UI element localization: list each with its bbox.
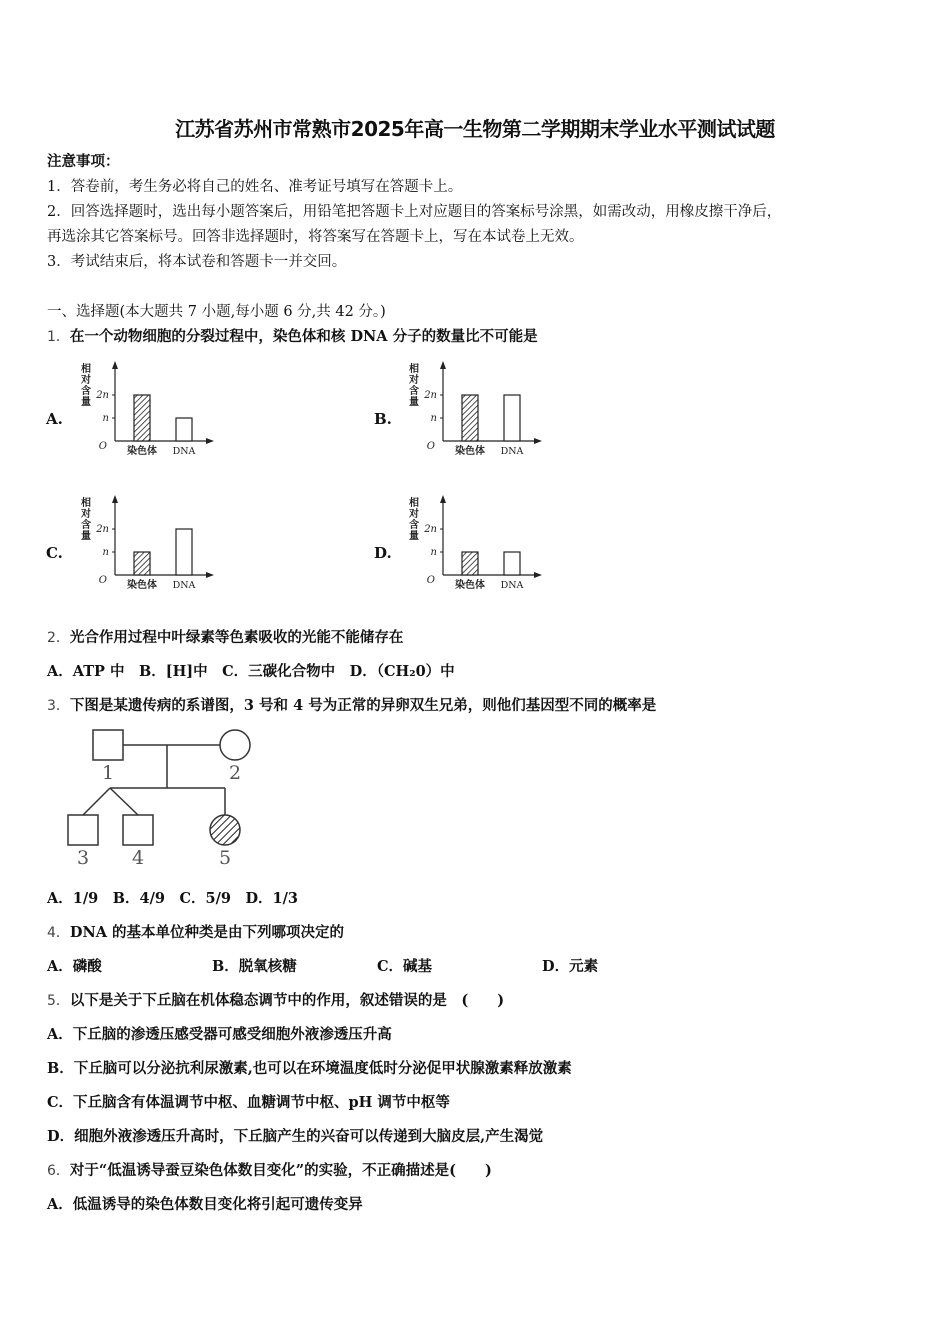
pedigree-label: 3 <box>76 847 90 869</box>
y-axis-label-char: 相 <box>81 498 91 509</box>
y-axis-label-char: 对 <box>409 375 419 386</box>
y-axis-label-char: 量 <box>81 531 91 542</box>
y-axis-label-char: 相 <box>81 364 91 375</box>
option-label: C. <box>46 544 63 562</box>
question-text: DNA 的基本单位种类是由下列哪项决定的 <box>69 924 345 941</box>
bar-dna <box>504 395 520 441</box>
y-tick-label: 2n <box>96 390 109 401</box>
x-tick-label: 染色体 <box>127 580 157 591</box>
x-tick-label: DNA <box>172 580 196 591</box>
question-5 <box>47 992 504 1010</box>
question-text: 光合作用过程中叶绿素等色素吸收的光能不能储存在 <box>69 629 404 646</box>
option: A．下丘脑的渗透压感受器可感受细胞外液渗透压升高 <box>47 1026 392 1043</box>
option-label: B. <box>374 410 392 428</box>
male-1 <box>93 730 123 760</box>
x-tick-label: 染色体 <box>127 446 157 457</box>
y-tick-label: n <box>102 547 109 558</box>
section-heading: 一、选择题(本大题共 7 小题,每小题 6 分,共 42 分。) <box>47 304 386 320</box>
question-2 <box>47 629 403 647</box>
y-axis-label-char: 对 <box>409 509 419 520</box>
bar-dna <box>176 529 192 575</box>
origin-label: O <box>98 441 107 452</box>
notice-item: 3．考试结束后，将本试卷和答题卡一并交回。 <box>47 254 347 270</box>
x-axis-arrow <box>534 438 542 444</box>
y-tick-label: n <box>430 413 437 424</box>
bar-chromosome <box>134 395 150 441</box>
question-text: 以下是关于下丘脑在机体稳态调节中的作用，叙述错误的是 ( ) <box>69 992 505 1009</box>
pedigree-label: 1 <box>101 762 115 784</box>
option: B．下丘脑可以分泌抗利尿激素,也可以在环境温度低时分泌促甲状腺激素释放激素 <box>47 1060 572 1077</box>
origin-label: O <box>426 575 435 586</box>
question-text: 在一个动物细胞的分裂过程中，染色体和核 DNA 分子的数量比不可能是 <box>69 328 538 345</box>
option: D．元素 <box>542 958 599 975</box>
y-tick-label: 2n <box>424 524 437 535</box>
y-axis-label-char: 相 <box>409 498 419 509</box>
x-axis-arrow <box>206 572 214 578</box>
notice-item: 1．答卷前，考生务必将自己的姓名、准考证号填写在答题卡上。 <box>47 179 463 195</box>
question-4 <box>47 924 344 942</box>
y-axis-arrow <box>112 361 118 369</box>
option-label: D. <box>374 544 392 562</box>
y-axis-label-char: 相 <box>409 364 419 375</box>
y-axis-arrow <box>440 495 446 503</box>
bar-chromosome <box>462 552 478 575</box>
question-number: 4． <box>47 925 70 941</box>
male-4 <box>123 815 153 845</box>
y-axis-label-char: 含 <box>81 520 91 531</box>
x-tick-label: DNA <box>500 580 524 591</box>
origin-label: O <box>426 441 435 452</box>
x-tick-label: DNA <box>172 446 196 457</box>
option: C．碱基 <box>377 958 433 975</box>
question-number: 2． <box>47 630 70 646</box>
options-line: A．1/9 B．4/9 C．5/9 D．1/3 <box>47 890 299 907</box>
y-axis-arrow <box>112 495 118 503</box>
option: D．细胞外液渗透压升高时，下丘脑产生的兴奋可以传递到大脑皮层,产生渴觉 <box>47 1128 544 1145</box>
question-text: 下图是某遗传病的系谱图，3 号和 4 号为正常的异卵双生兄弟，则他们基因型不同的概率是 <box>69 697 657 714</box>
question-text: 对于“低温诱导蚕豆染色体数目变化”的实验，不正确描述是( ) <box>69 1162 492 1179</box>
option: B．脱氧核糖 <box>212 958 297 975</box>
option: C．下丘脑含有体温调节中枢、血糖调节中枢、pH 调节中枢等 <box>47 1094 450 1111</box>
y-tick-label: 2n <box>424 390 437 401</box>
y-axis-label-char: 对 <box>81 375 91 386</box>
bar-dna <box>504 552 520 575</box>
option: A．低温诱导的染色体数目变化将引起可遗传变异 <box>47 1196 363 1213</box>
y-axis-label-char: 含 <box>409 386 419 397</box>
y-tick-label: 2n <box>96 524 109 535</box>
x-tick-label: DNA <box>500 446 524 457</box>
y-axis-arrow <box>440 361 446 369</box>
x-axis-arrow <box>206 438 214 444</box>
question-number: 1． <box>47 329 70 345</box>
pedigree-label: 4 <box>131 847 145 869</box>
y-axis-label-char: 量 <box>409 397 419 408</box>
page-title: 江苏省苏州市常熟市2025年高一生物第二学期期末学业水平测试试题 <box>175 117 775 141</box>
question-number: 3． <box>47 698 70 714</box>
notice-heading: 注意事项： <box>47 153 120 170</box>
origin-label: O <box>98 575 107 586</box>
x-axis-arrow <box>534 572 542 578</box>
bar-chromosome <box>462 395 478 441</box>
male-3 <box>68 815 98 845</box>
x-tick-label: 染色体 <box>455 580 485 591</box>
question-number: 6． <box>47 1163 70 1179</box>
bar-dna <box>176 418 192 441</box>
pedigree-label: 5 <box>218 847 232 869</box>
options-line: A．ATP 中 B．[H]中 C．三碳化合物中 D．（CH₂0）中 <box>47 663 455 680</box>
option-label: A. <box>46 410 63 428</box>
question-3 <box>47 697 656 715</box>
x-tick-label: 染色体 <box>455 446 485 457</box>
affected-female-5 <box>210 815 240 845</box>
option: A．磷酸 <box>47 958 102 975</box>
y-axis-label-char: 含 <box>81 386 91 397</box>
y-tick-label: n <box>102 413 109 424</box>
pedigree-chart <box>55 722 270 872</box>
notice-item: 2．回答选择题时，选出每小题答案后，用铅笔把答题卡上对应题目的答案标号涂黑，如需改动，用橡皮擦干净后， <box>47 204 782 220</box>
y-tick-label: n <box>430 547 437 558</box>
y-axis-label-char: 量 <box>81 397 91 408</box>
female-2 <box>220 730 250 760</box>
y-axis-label-char: 量 <box>409 531 419 542</box>
question-6 <box>47 1162 492 1180</box>
y-axis-label-char: 对 <box>81 509 91 520</box>
question-number: 5． <box>47 993 70 1009</box>
pedigree-label: 2 <box>228 762 242 784</box>
notice-item: 再选涂其它答案标号。回答非选择题时，将答案写在答题卡上，写在本试卷上无效。 <box>47 229 584 245</box>
bar-chromosome <box>134 552 150 575</box>
y-axis-label-char: 含 <box>409 520 419 531</box>
